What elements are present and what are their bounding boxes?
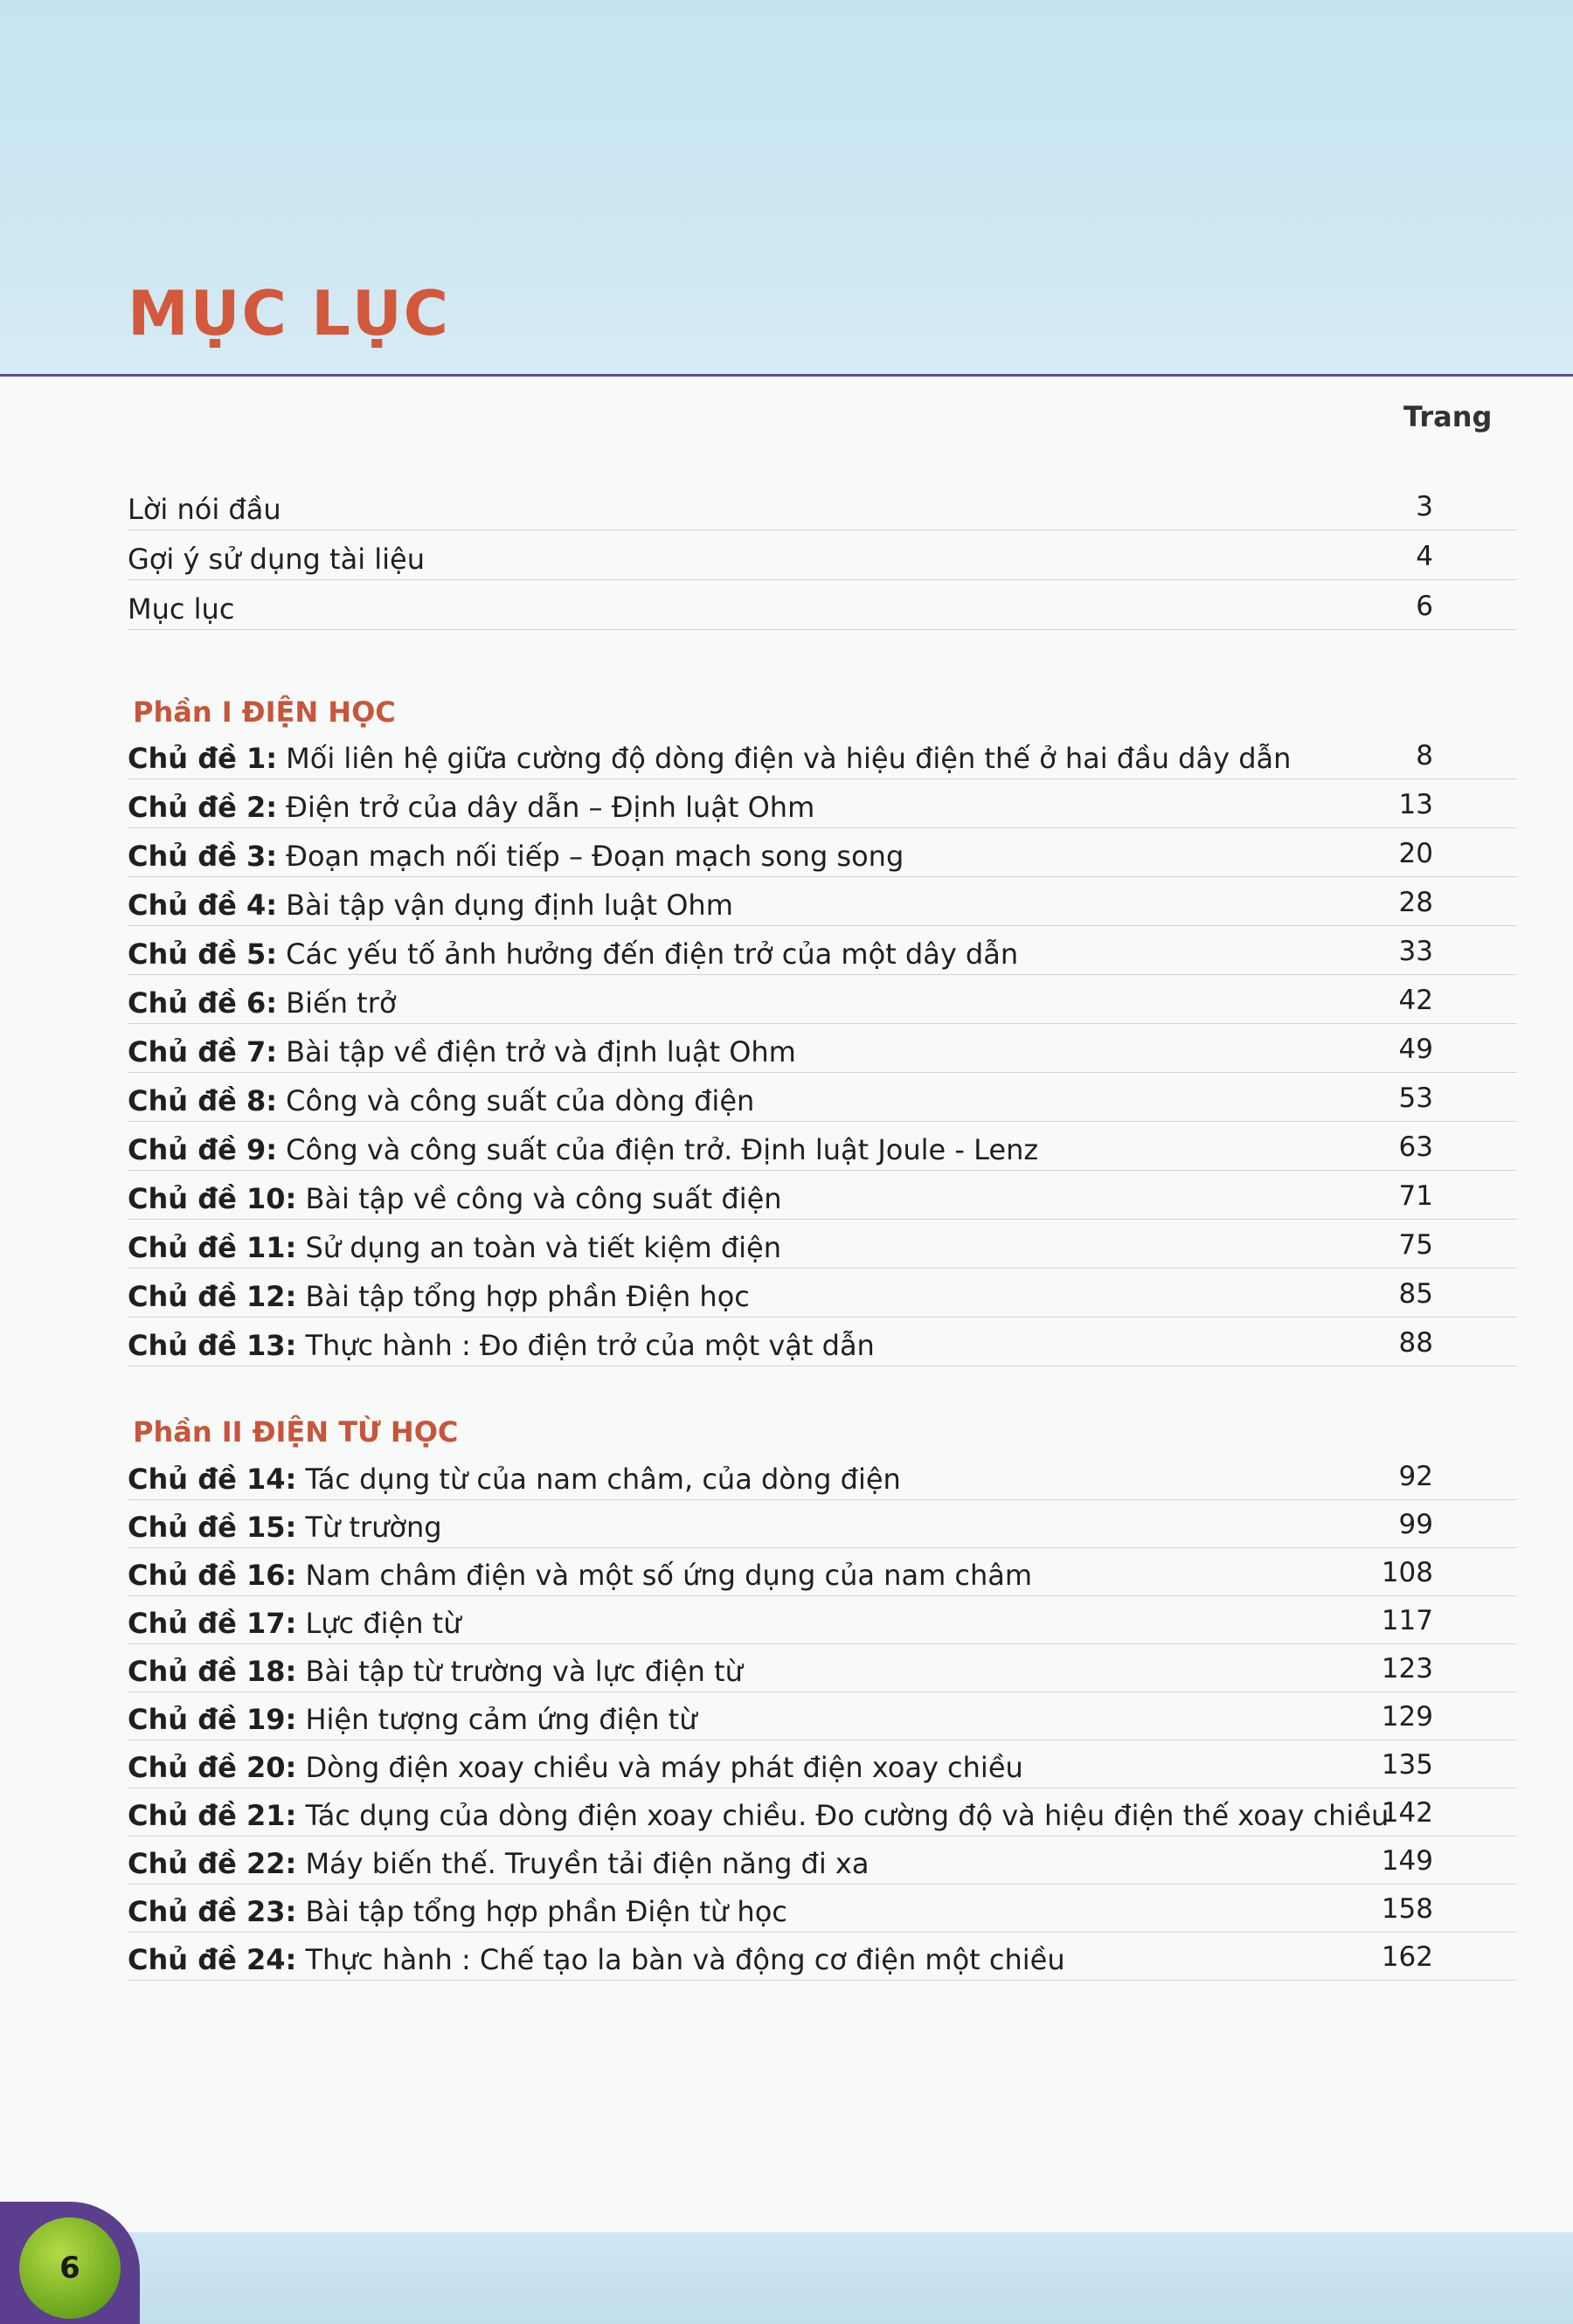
chapter-id: Chủ đề 21: bbox=[128, 1799, 297, 1832]
chapter-id: Chủ đề 19: bbox=[128, 1703, 297, 1736]
toc-entry-page: 13 bbox=[1398, 789, 1433, 820]
chapter-title: Đoạn mạch nối tiếp – Đoạn mạch song song bbox=[286, 840, 904, 873]
toc-entry[interactable] bbox=[128, 1023, 1517, 1073]
toc-entry-page: 53 bbox=[1398, 1082, 1433, 1114]
page-title: MỤC LỤC bbox=[128, 278, 451, 349]
chapter-title: Sử dụng an toàn và tiết kiệm điện bbox=[305, 1231, 781, 1264]
toc-entry[interactable] bbox=[128, 1931, 1517, 1981]
toc-entry-page: 135 bbox=[1381, 1749, 1433, 1781]
toc-entry-page: 28 bbox=[1398, 887, 1433, 918]
chapter-title: Các yếu tố ảnh hưởng đến điện trở của một dây dẫn bbox=[286, 937, 1019, 971]
header-divider bbox=[0, 374, 1573, 377]
toc-entry[interactable] bbox=[128, 1170, 1517, 1220]
chapter-title: Từ trường bbox=[305, 1511, 442, 1544]
toc-entry[interactable] bbox=[128, 1643, 1517, 1692]
toc-entry[interactable] bbox=[128, 1268, 1517, 1318]
chapter-id: Chủ đề 10: bbox=[128, 1182, 297, 1215]
chapter-id: Chủ đề 18: bbox=[128, 1655, 297, 1688]
toc-entry-text bbox=[128, 1133, 1038, 1166]
chapter-id: Chủ đề 12: bbox=[128, 1280, 297, 1313]
toc-entry-text bbox=[128, 1463, 901, 1496]
toc-entry[interactable] bbox=[128, 925, 1517, 975]
toc-entry-title: Mục lục bbox=[128, 592, 235, 626]
toc-entry-text bbox=[128, 937, 1018, 971]
toc-entry-title: Lời nói đầu bbox=[128, 493, 281, 526]
toc-entry-text bbox=[128, 840, 904, 873]
chapter-title: Công và công suất của điện trở. Định luật Joule - Lenz bbox=[286, 1133, 1039, 1166]
toc-entry-title: Gợi ý sử dụng tài liệu bbox=[128, 543, 425, 576]
chapter-title: Tác dụng từ của nam châm, của dòng điện bbox=[305, 1463, 901, 1496]
toc-entry[interactable] bbox=[128, 580, 1517, 630]
toc-entry[interactable] bbox=[128, 1739, 1517, 1788]
toc-entry-text bbox=[128, 1847, 869, 1880]
chapter-title: Điện trở của dây dẫn – Định luật Ohm bbox=[286, 791, 815, 824]
toc-entry[interactable] bbox=[128, 1498, 1517, 1548]
chapter-id: Chủ đề 22: bbox=[128, 1847, 297, 1880]
toc-entry[interactable] bbox=[128, 730, 1517, 779]
toc-entry-text bbox=[128, 1895, 787, 1928]
toc-entry[interactable] bbox=[128, 778, 1517, 828]
toc-entry[interactable] bbox=[128, 1121, 1517, 1171]
toc-entry-text bbox=[128, 1231, 781, 1264]
chapter-title: Thực hành : Đo điện trở của một vật dẫn bbox=[305, 1329, 875, 1362]
toc-entry[interactable] bbox=[128, 1219, 1517, 1269]
chapter-id: Chủ đề 20: bbox=[128, 1751, 297, 1784]
chapter-id: Chủ đề 23: bbox=[128, 1895, 297, 1928]
toc-entry-text bbox=[128, 1943, 1065, 1976]
toc-entry-text bbox=[128, 791, 814, 824]
toc-entry-text bbox=[128, 1511, 442, 1544]
toc-entry-text bbox=[128, 1703, 696, 1736]
chapter-title: Biến trở bbox=[286, 986, 397, 1020]
chapter-id: Chủ đề 14: bbox=[128, 1463, 297, 1496]
toc-entry-text bbox=[128, 986, 396, 1020]
toc-entry-page: 123 bbox=[1381, 1653, 1433, 1684]
toc-entry-page: 8 bbox=[1416, 740, 1433, 771]
footer-band bbox=[0, 2232, 1573, 2324]
chapter-id: Chủ đề 9: bbox=[128, 1133, 277, 1166]
toc-entry-text bbox=[128, 1799, 1389, 1832]
toc-entry[interactable] bbox=[128, 1787, 1517, 1836]
toc-entry-page: 63 bbox=[1398, 1131, 1433, 1163]
toc-entry-text bbox=[128, 1559, 1032, 1592]
part-heading-1: Phần I ĐIỆN HỌC bbox=[133, 695, 396, 729]
chapter-id: Chủ đề 24: bbox=[128, 1943, 297, 1976]
chapter-id: Chủ đề 7: bbox=[128, 1035, 277, 1069]
toc-entry[interactable] bbox=[128, 1450, 1517, 1500]
toc-entry-page: 149 bbox=[1381, 1845, 1433, 1877]
page-number-badge: 6 bbox=[19, 2217, 121, 2319]
toc-entry[interactable] bbox=[128, 1317, 1517, 1366]
toc-entry-page: 3 bbox=[1416, 491, 1433, 522]
chapter-id: Chủ đề 2: bbox=[128, 791, 277, 824]
chapter-id: Chủ đề 4: bbox=[128, 889, 277, 922]
chapter-id: Chủ đề 17: bbox=[128, 1607, 297, 1640]
chapter-id: Chủ đề 8: bbox=[128, 1084, 277, 1117]
toc-entry[interactable] bbox=[128, 827, 1517, 877]
chapter-id: Chủ đề 6: bbox=[128, 986, 277, 1020]
toc-entry-page: 4 bbox=[1416, 541, 1433, 572]
toc-entry-page: 71 bbox=[1398, 1180, 1433, 1212]
toc-entry-text bbox=[128, 1607, 461, 1640]
toc-entry-page: 158 bbox=[1381, 1893, 1433, 1925]
toc-entry-page: 129 bbox=[1381, 1701, 1433, 1733]
chapter-title: Thực hành : Chế tạo la bàn và động cơ điện một chiều bbox=[305, 1943, 1065, 1976]
toc-entry-text bbox=[128, 1182, 782, 1215]
chapter-title: Lực điện từ bbox=[305, 1607, 461, 1640]
toc-entry-page: 33 bbox=[1398, 936, 1433, 967]
part-heading-2: Phần II ĐIỆN TỪ HỌC bbox=[133, 1415, 459, 1449]
toc-entry[interactable] bbox=[128, 876, 1517, 926]
toc-entry[interactable] bbox=[128, 1835, 1517, 1885]
toc-entry-page: 99 bbox=[1398, 1509, 1433, 1540]
toc-entry-page: 6 bbox=[1416, 591, 1433, 622]
toc-entry-text bbox=[128, 1280, 750, 1313]
chapter-id: Chủ đề 5: bbox=[128, 937, 277, 971]
chapter-id: Chủ đề 3: bbox=[128, 840, 277, 873]
toc-entry-text bbox=[128, 1084, 754, 1117]
chapter-title: Bài tập từ trường và lực điện từ bbox=[305, 1655, 743, 1688]
toc-entry-page: 142 bbox=[1381, 1797, 1433, 1829]
toc-entry[interactable] bbox=[128, 1883, 1517, 1933]
chapter-title: Nam châm điện và một số ứng dụng của nam châm bbox=[305, 1559, 1033, 1592]
toc-entry[interactable] bbox=[128, 481, 1517, 530]
toc-entry-text bbox=[128, 889, 733, 922]
toc-entry-text bbox=[128, 1329, 875, 1362]
chapter-title: Công và công suất của dòng điện bbox=[286, 1084, 755, 1117]
chapter-id: Chủ đề 13: bbox=[128, 1329, 297, 1362]
chapter-title: Hiện tượng cảm ứng điện từ bbox=[305, 1703, 697, 1736]
toc-entry-text bbox=[128, 1035, 796, 1069]
toc-entry-page: 162 bbox=[1381, 1941, 1433, 1973]
toc-entry-text bbox=[128, 1655, 743, 1688]
toc-entry-page: 88 bbox=[1398, 1327, 1433, 1359]
toc-entry-text bbox=[128, 742, 1291, 775]
toc-entry-page: 49 bbox=[1398, 1034, 1433, 1065]
chapter-title: Bài tập về công và công suất điện bbox=[305, 1182, 782, 1215]
toc-entry[interactable] bbox=[128, 1594, 1517, 1644]
chapter-id: Chủ đề 16: bbox=[128, 1559, 297, 1592]
chapter-title: Bài tập về điện trở và định luật Ohm bbox=[286, 1035, 796, 1069]
chapter-title: Bài tập tổng hợp phần Điện từ học bbox=[305, 1895, 787, 1928]
toc-entry-text bbox=[128, 1751, 1023, 1784]
toc-entry-page: 42 bbox=[1398, 985, 1433, 1016]
chapter-title: Mối liên hệ giữa cường độ dòng điện và hiệu điện thế ở hai đầu dây dẫn bbox=[286, 742, 1292, 775]
chapter-title: Máy biến thế. Truyền tải điện năng đi xa bbox=[305, 1847, 870, 1880]
toc-entry-page: 117 bbox=[1381, 1605, 1433, 1636]
toc-entry[interactable] bbox=[128, 1546, 1517, 1596]
chapter-title: Bài tập tổng hợp phần Điện học bbox=[305, 1280, 750, 1313]
toc-entry[interactable] bbox=[128, 530, 1517, 580]
toc-entry[interactable] bbox=[128, 974, 1517, 1024]
chapter-id: Chủ đề 15: bbox=[128, 1511, 297, 1544]
chapter-id: Chủ đề 11: bbox=[128, 1231, 297, 1264]
chapter-title: Dòng điện xoay chiều và máy phát điện xoay chiều bbox=[305, 1751, 1023, 1784]
toc-entry-page: 92 bbox=[1398, 1461, 1433, 1492]
toc-entry[interactable] bbox=[128, 1072, 1517, 1122]
toc-entry-page: 75 bbox=[1398, 1229, 1433, 1261]
toc-entry-page: 20 bbox=[1398, 838, 1433, 869]
toc-entry[interactable] bbox=[128, 1691, 1517, 1740]
chapter-id: Chủ đề 1: bbox=[128, 742, 277, 775]
toc-entry-page: 85 bbox=[1398, 1278, 1433, 1310]
chapter-title: Bài tập vận dụng định luật Ohm bbox=[286, 889, 733, 922]
chapter-title: Tác dụng của dòng điện xoay chiều. Đo cường độ và hiệu điện thế xoay chiều bbox=[305, 1799, 1389, 1832]
page-column-label: Trang bbox=[1403, 400, 1493, 433]
toc-entry-page: 108 bbox=[1381, 1557, 1433, 1588]
